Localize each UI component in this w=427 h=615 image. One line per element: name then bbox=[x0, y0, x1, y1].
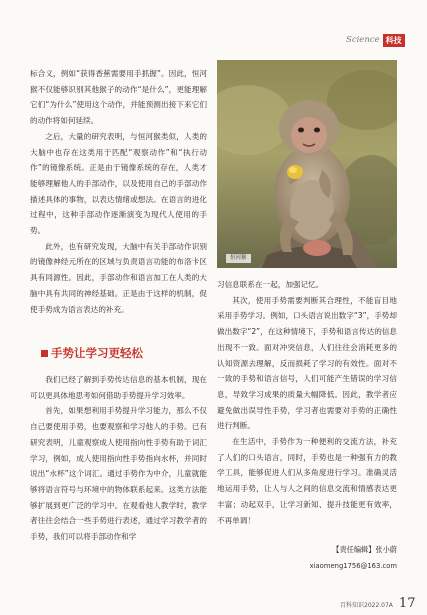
paragraph: 其次，使用手势需要判断其合理性，不能盲目地采用手势学习。例如，口头语言说出数字“3”，手势却做出数字“2”，在这种情境下，手势和语言传达的信息出现不一致。面对冲突信息，人们往往会消耗更多的认知资源去理解，反而损耗了学习的有效性。面对不一致的手势和语言信号，人们可能产生错误的学习信息，导致学习成果的质量大幅降低。因此，教学者应避免做出误导性手势，学习者也需要对手势的正确性进行判断。 bbox=[217, 295, 397, 431]
paragraph: 此外，也有研究发现，大脑中有关手部动作识别的镜像神经元所在的区域与负责语言功能的布洛卡区具有同源性。因此，手部动作和语言加工在人类的大脑中具有共同的神经基础。正是由于这样的机制，促使手势成为语言表达的补充。 bbox=[30, 241, 207, 314]
photo-caption: 恒河猴 bbox=[226, 254, 251, 263]
paragraph: 标合义，例如“获得香蕉需要用手抓握”。因此，恒河猴不仅能够识别其他猴子的动作“是什么”，更能理解它们“为什么”使用这个动作，并能预测出接下来它们的动作将如何延续。 bbox=[30, 69, 207, 126]
section-heading bbox=[41, 345, 143, 361]
left-column-bottom bbox=[30, 372, 207, 545]
monkey-photo bbox=[217, 60, 397, 268]
paragraph: 之后，大量的研究表明，与恒河猴类似，人类的大脑中也存在这类用于匹配“观察动作”和“执行动作”的镜像系统。正是由于镜像系统的存在，人类才能够理解他人的手部动作，以及使用自己的手部动作描述具体的事物，以表达情绪或想法。在语言的进化过程中，这种手部动作逐渐演变为现代人使用的手势。 bbox=[30, 131, 207, 236]
section-header bbox=[346, 33, 405, 47]
page-number: 17 bbox=[398, 596, 416, 611]
paragraph: 首先，如果想利用手势提升学习能力，那么不仅自己要使用手势，也要观察和学习他人的手势。已有研究表明，儿童观察成人使用指向性手势有助于词汇学习，例如，成人使用指向性手势指向水杯，并同时说出“水杯”这个词汇。通过手势作为中介，儿童就能够将语言符号与环境中的物体联系起来。这类方法能够扩展到更广泛的学习中。在观看他人教学时，教学者往往会结合一些手势进行表述，通过学习教学者的手势，我们可以将手部动作和学 bbox=[30, 406, 207, 542]
paragraph: 习信息联系在一起，加强记忆。 bbox=[217, 280, 324, 289]
section-title: 手势让学习更轻松 bbox=[51, 346, 143, 360]
magazine-issue: 百科知识2022.07A bbox=[340, 602, 393, 609]
page-footer bbox=[340, 596, 415, 611]
editor-email: xiaomeng1756@163.com bbox=[309, 562, 397, 570]
heading-marker-icon bbox=[41, 350, 48, 357]
responsible-editor: 【责任编辑】张小蔚 bbox=[332, 545, 397, 554]
section-name-cn: 科技 bbox=[383, 34, 405, 47]
section-name-en: Science bbox=[346, 35, 380, 45]
left-column-top bbox=[30, 66, 207, 317]
paragraph: 我们已经了解到手势传达信息的基本机制，现在可以更具体地思考如何借助手势提升学习效率。 bbox=[30, 375, 207, 400]
paragraph: 在生活中，手势作为一种便利的交流方法，补充了人们的口头语言，同时，手势也是一种强有力的教学工具，能够促进人们从多角度进行学习。准确灵活地运用手势，让人与人之间的信息交流和情感表达更丰富；动起双手，让学习新知、提升技能更有效率，不再单调！ bbox=[217, 437, 397, 525]
right-column bbox=[217, 277, 397, 528]
